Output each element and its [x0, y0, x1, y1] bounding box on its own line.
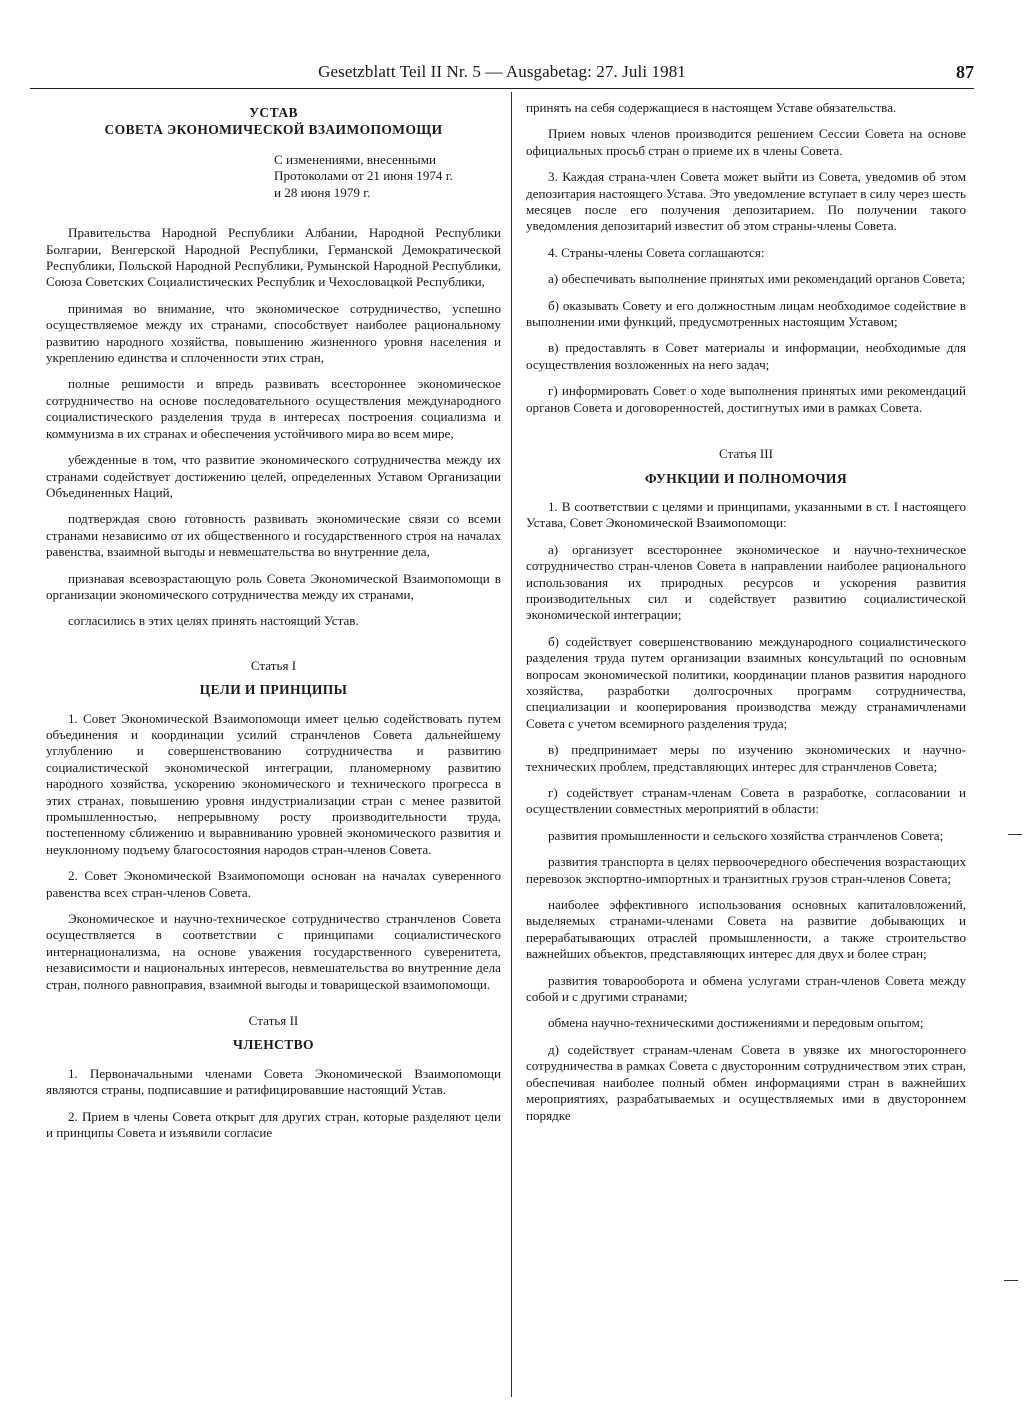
amend-line: С изменениями, внесенными — [274, 152, 437, 167]
preamble-paragraph: убежденные в том, что развитие экономического сотрудничества между их странами содействует достижению целей, определенных Уставом Организации Объединенных Наций, — [46, 452, 501, 500]
left-column — [46, 98, 501, 1152]
article-paragraph: 2. Прием в члены Совета открыт для других стран, которые разделяют цели и принципы Совета и изъявили согласие — [46, 1108, 501, 1141]
membership-paragraph: в) предоставлять в Совет материалы и информации, необходимые для осуществления возложенных на него задач; — [526, 340, 966, 372]
membership-paragraph: а) обеспечивать выполнение принятых ими рекомендаций органов Совета; — [548, 271, 966, 287]
article-paragraph: наиболее эффективного использования основных капиталовложений, выделяемых странами-членами Совета на развитие добывающих и перерабатывающих отраслей промышленности, а также строительство важнейших объектов, представляющих интерес для двух и более стран; — [526, 897, 966, 962]
preamble-paragraph: Правительства Народной Республики Албании, Народной Республики Болгарии, Венгерской Народной Республики, Германской Демократической Республики, Польской Народной Республики, Румынской Народной Республики, Союза Советских Социалистических Республик и Чехословацкой Республики, — [46, 225, 501, 290]
article-3-label: Статья III — [719, 446, 773, 462]
title-line-2: СОВЕТА ЭКОНОМИЧЕСКОЙ ВЗАИМОПОМОЩИ — [104, 122, 443, 137]
article-1-label: Статья I — [250, 657, 297, 673]
preamble-paragraph: полные решимости и впредь развивать всестороннее экономическое сотрудничество на основе последовательного осуществления международного социалистического разделения труда в интересах построения социализма и коммунизма в их странах и обеспечения устойчивого мира во всем мире, — [46, 376, 501, 441]
article-paragraph: развития товарооборота и обмена услугами стран-членов Совета между собой и с другими странами; — [526, 972, 966, 1005]
article-paragraph: б) содействует совершенствованию международного социалистического разделения труда путем организации взаимных консультаций по основным вопросам экономической политики, координации планов развития народного хозяйства, разработки долгосрочных программ сотрудничества, специализации и кооперирования производства между странамичленами Совета с учетом всемирного разделения труда; — [526, 633, 966, 731]
article-1-heading: ЦЕЛИ И ПРИНЦИПЫ — [199, 682, 348, 698]
membership-paragraph: Прием новых членов производится решением Сессии Совета на основе официальных просьб стран о приеме их в члены Совета. — [526, 126, 966, 158]
membership-paragraph: г) информировать Совет о ходе выполнения принятых ими рекомендаций органов Совета и договоренностей, достигнутых ими в рамках Совета. — [526, 383, 966, 415]
article-paragraph: развития промышленности и сельского хозяйства странчленов Совета; — [548, 827, 944, 843]
article-paragraph: Экономическое и научно-техническое сотрудничество странчленов Совета осуществляется в соответствии с принципами социалистического интернационализма, на основе уважения государственного суверенитета, независимости и национальных интересов, невмешательства во внутренние дела стран, полного равноправия, взаимной выгоды и товарищеской взаимопомощи. — [46, 911, 501, 992]
article-paragraph: 2. Совет Экономической Взаимопомощи основан на началах суверенного равенства всех стран-членов Совета. — [46, 868, 501, 900]
article-paragraph: развития транспорта в целях первоочередного обеспечения возрастающих перевозок экспортно-импортных и транзитных грузов стран-членов Совета; — [526, 854, 966, 886]
right-column — [526, 100, 966, 1134]
continued-paragraph: принять на себя содержащиеся в настоящем Уставе обязательства. — [526, 100, 897, 115]
preamble-paragraph: подтверждая свою готовность развивать экономические связи со всеми странами независимо от их общественного и государственного строя на началах равенства, взаимной выгоды и невмешательства во внутренние дела, — [46, 511, 501, 560]
page-header — [30, 62, 974, 89]
article-paragraph: обмена научно-техническими достижениями и передовым опытом; — [548, 1015, 924, 1031]
amend-line: Протоколами от 21 июня 1974 г. — [274, 168, 453, 184]
article-3-heading: ФУНКЦИИ И ПОЛНОМОЧИЯ — [645, 470, 847, 486]
membership-paragraph: 3. Каждая страна-член Совета может выйти из Совета, уведомив об этом депозитария настоящего Устава. Это уведомление вступает в силу через шесть месяцев после его получения депозитарием. По получении такого уведомления депозитарий известит об этом страны-члены Совета. — [526, 169, 966, 234]
membership-paragraph: 4. Страны-члены Совета соглашаются: — [548, 244, 765, 260]
amend-line: и 28 июня 1979 г. — [274, 184, 371, 200]
preamble-paragraph: согласились в этих целях принять настоящий Устав. — [68, 613, 359, 629]
article-paragraph: 1. Совет Экономической Взаимопомощи имеет целью содействовать путем объединения и координации усилий странчленов Совета дальнейшему углублению и совершенствованию сотрудничества и развитию социалистической экономической интеграции, планомерному развитию народного хозяйства, ускорению экономического и технического прогресса в этих странах, повышению уровня индустриализации стран с менее развитой промышленностью, непрерывному росту производительности труда, постепенному сближению и выравниванию уровней экономического развития и неуклонному подъему благосостояния народов стран-членов Совета. — [46, 710, 501, 857]
document-title — [46, 104, 501, 138]
amendments-note — [274, 152, 501, 201]
membership-paragraph: б) оказывать Совету и его должностным лицам необходимое содействие в выполнении ими функций, предусмотренных настоящим Уставом; — [526, 297, 966, 330]
article-paragraph: 1. Первоначальными членами Совета Экономической Взаимопомощи являются страны, подписавшие и ратифицировавшие настоящий Устав. — [46, 1065, 501, 1098]
article-paragraph: г) содействует странам-членам Совета в разработке, согласовании и осуществлении совместных мероприятий в области: — [526, 785, 966, 817]
article-2-heading: ЧЛЕНСТВО — [233, 1037, 314, 1053]
article-paragraph: в) предпринимает меры по изучению экономических и научно-технических проблем, представляющих интерес для странчленов Совета; — [526, 742, 966, 774]
title-line-1: УСТАВ — [249, 105, 298, 120]
preamble-paragraph: принимая во внимание, что экономическое сотрудничество, успешно осуществляемое между их странами, способствует наиболее рациональному развитию народного хозяйства, повышению жизненного уровня населения и укреплению единства и сплоченности этих стран, — [46, 300, 501, 366]
article-paragraph: а) организует всестороннее экономическое и научно-техническое сотрудничество стран-членов Совета в направлении наиболее рационального использования их природных ресурсов и ускорения развития производительных сил и содействует развитию социалистической экономической интеграции; — [526, 541, 966, 623]
column-divider — [511, 92, 512, 1397]
margin-mark — [1008, 834, 1022, 835]
article-paragraph: д) содействует странам-членам Совета в увязке их многостороннего сотрудничества в рамках Совета с двусторонним сотрудничеством этих стран, обеспечивая наиболее полный обмен информациями стран в важнейших мероприятиях, разрабатываемых и осуществляемых ими в двустороннем порядке — [526, 1041, 966, 1123]
margin-mark — [1004, 1280, 1018, 1281]
preamble-paragraph: признавая всевозрастающую роль Совета Экономической Взаимопомощи в организации экономического сотрудничества между их странами, — [46, 570, 501, 602]
article-2-label: Статья II — [248, 1013, 299, 1029]
page-number: 87 — [956, 62, 974, 82]
gazette-title: Gesetzblatt Teil II Nr. 5 — Ausgabetag: 27. Juli 1981 — [318, 62, 686, 81]
article-paragraph: 1. В соответствии с целями и принципами, указанными в ст. I настоящего Устава, Совет Экономической Взаимопомощи: — [526, 498, 966, 531]
